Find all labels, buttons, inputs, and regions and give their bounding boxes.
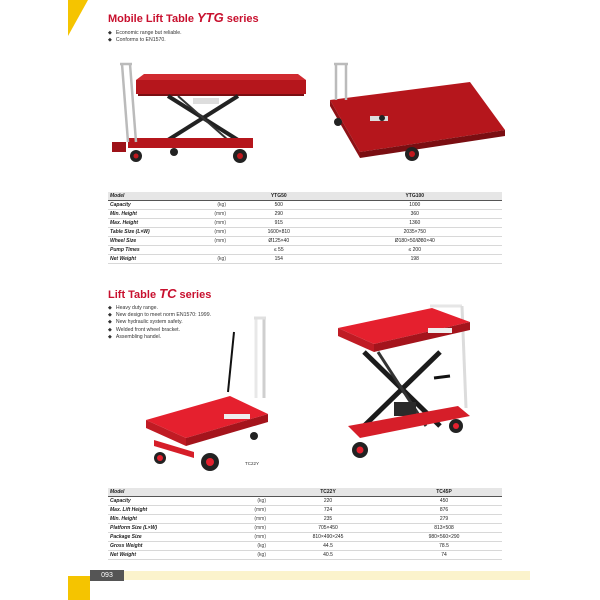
- row-value: 279: [386, 515, 502, 524]
- table-row: [108, 228, 502, 237]
- footer-accent-block: [68, 576, 90, 600]
- title-prefix: Lift Table: [108, 289, 160, 301]
- ytg50-product-image: [108, 60, 308, 170]
- row-label: Max. Height: [108, 219, 190, 228]
- row-unit: (kg): [190, 255, 230, 264]
- header-unit: [190, 192, 230, 201]
- title-suffix: series: [176, 289, 212, 301]
- spec-table-tc: [108, 488, 502, 560]
- title-suffix: series: [223, 13, 259, 25]
- title-prefix: Mobile Lift Table: [108, 13, 198, 25]
- header-model-a: TC22Y: [270, 488, 386, 497]
- row-value: Ø180×50/Ø80×40: [328, 237, 502, 246]
- row-unit: (mm): [190, 219, 230, 228]
- table-row: [108, 524, 502, 533]
- row-value: 980×560×290: [386, 533, 502, 542]
- header-model-b: TC45P: [386, 488, 502, 497]
- footer-bar: [90, 571, 530, 580]
- row-value: 1360: [328, 219, 502, 228]
- row-label: Pump Times: [108, 246, 190, 255]
- series-code: YTG: [197, 10, 224, 25]
- row-value: 915: [230, 219, 328, 228]
- table-row: [108, 246, 502, 255]
- header-model: Model: [108, 192, 190, 201]
- row-unit: (kg): [190, 551, 270, 560]
- row-value: 290: [230, 210, 328, 219]
- table-row: [108, 210, 502, 219]
- row-value: 235: [270, 515, 386, 524]
- series-code: TC: [159, 286, 177, 301]
- row-value: 1000: [328, 201, 502, 210]
- feature-list-ytg: [108, 30, 182, 44]
- table-header-row: [108, 192, 502, 201]
- row-label: Gross Weight: [108, 542, 190, 551]
- table-row: [108, 533, 502, 542]
- row-value: 705×450: [270, 524, 386, 533]
- row-unit: (mm): [190, 228, 230, 237]
- row-label: Min. Height: [108, 210, 190, 219]
- row-label: Capacity: [108, 201, 190, 210]
- table-row: [108, 201, 502, 210]
- row-value: 40.5: [270, 551, 386, 560]
- table-row: [108, 255, 502, 264]
- section-title-ytg: [108, 10, 259, 25]
- corner-accent-tab: [68, 0, 88, 36]
- table-header-row: [108, 488, 502, 497]
- row-unit: (mm): [190, 506, 270, 515]
- row-label: Table Size (L×W): [108, 228, 190, 237]
- row-value: 78.5: [386, 542, 502, 551]
- row-label: Capacity: [108, 497, 190, 506]
- header-unit: [190, 488, 270, 497]
- row-unit: (kg): [190, 542, 270, 551]
- row-value: 450: [386, 497, 502, 506]
- row-value: 876: [386, 506, 502, 515]
- row-value: 360: [328, 210, 502, 219]
- table-row: [108, 219, 502, 228]
- row-label: Wheel Size: [108, 237, 190, 246]
- table-row: [108, 506, 502, 515]
- row-value: 724: [270, 506, 386, 515]
- row-unit: (kg): [190, 497, 270, 506]
- row-label: Package Size: [108, 533, 190, 542]
- header-model: Model: [108, 488, 190, 497]
- feature-item: ◆ Conforms to EN1570.: [108, 37, 182, 44]
- row-unit: (kg): [190, 201, 230, 210]
- row-value: 500: [230, 201, 328, 210]
- row-label: Net Weight: [108, 255, 190, 264]
- row-value: 220: [270, 497, 386, 506]
- header-model-b: YTG100: [328, 192, 502, 201]
- row-value: 44.5: [270, 542, 386, 551]
- section-title-tc: [108, 286, 211, 301]
- ytg100-product-image: [320, 60, 510, 170]
- page-number: 093: [90, 570, 124, 581]
- feature-item: ◆ New hydraulic system safety.: [108, 319, 211, 326]
- table-row: [108, 542, 502, 551]
- row-label: Net Weight: [108, 551, 190, 560]
- feature-item: ◆ Heavy duty range.: [108, 305, 211, 312]
- table-row: [108, 551, 502, 560]
- spec-table-ytg: [108, 192, 502, 264]
- row-value: 154: [230, 255, 328, 264]
- row-label: Min. Height: [108, 515, 190, 524]
- row-value: 1600×810: [230, 228, 328, 237]
- image-caption: TC22Y: [245, 461, 260, 466]
- row-unit: [190, 246, 230, 255]
- header-model-a: YTG50: [230, 192, 328, 201]
- row-label: Max. Lift Height: [108, 506, 190, 515]
- row-value: ≤ 200: [328, 246, 502, 255]
- row-unit: (mm): [190, 210, 230, 219]
- table-row: [108, 515, 502, 524]
- table-row: [108, 497, 502, 506]
- row-value: 2035×750: [328, 228, 502, 237]
- row-value: 74: [386, 551, 502, 560]
- row-value: ≤ 55: [230, 246, 328, 255]
- row-value: 813×508: [386, 524, 502, 533]
- row-value: 198: [328, 255, 502, 264]
- row-unit: (mm): [190, 237, 230, 246]
- feature-item: ◆ Assembling handel.: [108, 334, 211, 341]
- row-value: 810×490×245: [270, 533, 386, 542]
- feature-item: ◆ New design to meet norm EN1570: 1999.: [108, 312, 211, 319]
- table-row: [108, 237, 502, 246]
- row-label: Platform Size (L×W): [108, 524, 190, 533]
- tc22y-product-image: [138, 312, 278, 477]
- tc45p-product-image: [330, 298, 480, 473]
- row-unit: (mm): [190, 524, 270, 533]
- row-unit: (mm): [190, 533, 270, 542]
- row-unit: (mm): [190, 515, 270, 524]
- row-value: Ø125×40: [230, 237, 328, 246]
- feature-item: ◆ Economic range but reliable.: [108, 30, 182, 37]
- feature-item: ◆ Welded front wheel bracket.: [108, 327, 211, 334]
